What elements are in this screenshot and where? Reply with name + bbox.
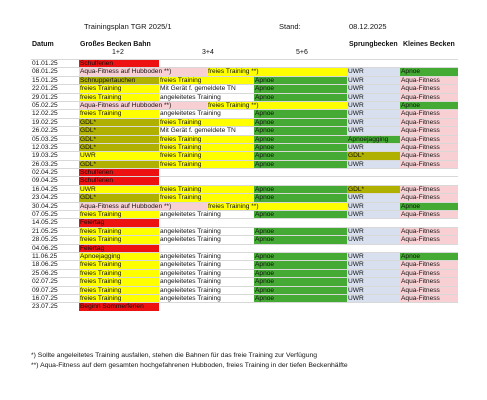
schedule-cell: UWR xyxy=(79,152,159,159)
schedule-cell: GDL* xyxy=(79,127,159,134)
schedule-cell: Schulferien xyxy=(79,177,159,184)
schedule-cell: UWR xyxy=(347,270,400,277)
schedule-cell: Apnoe xyxy=(400,68,458,75)
schedule-cell: Apnoe xyxy=(400,102,458,109)
schedule-cell: UWR xyxy=(347,295,400,302)
date-cell: 12.03.25 xyxy=(32,143,58,151)
schedule-cell: GDL* xyxy=(79,119,159,126)
schedule-cell: Apnoe xyxy=(254,295,347,302)
table-row xyxy=(31,260,458,268)
schedule-cell: Apnoe xyxy=(254,152,347,159)
schedule-cell: Aqua-Fitness xyxy=(400,144,458,151)
schedule-cell: Apnoe xyxy=(254,270,347,277)
footnote-1: *) Sollte angeleitetes Training ausfallen, stehen die Bahnen für das freie Training zur Verfügung xyxy=(31,352,318,359)
schedule-cell: Apnoe xyxy=(254,85,347,92)
schedule-cell: Aqua-Fitness xyxy=(400,77,458,84)
date-cell: 22.01.25 xyxy=(32,85,58,93)
table-row xyxy=(31,294,458,302)
schedule-cell: UWR xyxy=(347,77,400,84)
schedule-cell: Apnoejagging xyxy=(347,136,400,143)
schedule-cell: freies Training xyxy=(79,94,159,101)
table-row xyxy=(31,235,458,243)
schedule-cell xyxy=(347,245,400,252)
stand-date: 08.12.2025 xyxy=(349,22,387,31)
table-row xyxy=(31,67,458,75)
table-row xyxy=(31,118,458,126)
schedule-cell: angeleitetes Training xyxy=(159,94,254,101)
schedule-cell: Aqua-Fitness xyxy=(400,261,458,268)
schedule-cell: Apnoe xyxy=(254,261,347,268)
schedule-cell: Apnoe xyxy=(254,119,347,126)
schedule-cell: Apnoe xyxy=(254,278,347,285)
date-cell: 01.01.25 xyxy=(32,60,58,67)
date-cell: 30.04.25 xyxy=(32,202,58,210)
schedule-cell: freies Training xyxy=(79,228,159,235)
schedule-cell: Apnoe xyxy=(254,127,347,134)
schedule-cell: UWR xyxy=(347,85,400,92)
table-row xyxy=(31,227,458,235)
schedule-cell: freies Training xyxy=(159,144,254,151)
schedule-cell: GDL* xyxy=(79,144,159,151)
date-cell: 05.03.25 xyxy=(32,135,58,143)
date-cell: 29.01.25 xyxy=(32,93,58,101)
schedule-cell xyxy=(347,303,400,310)
schedule-cell: Aqua-Fitness xyxy=(400,136,458,143)
table-row xyxy=(31,185,458,193)
schedule-cell: Aqua-Fitness xyxy=(400,110,458,117)
date-cell: 28.05.25 xyxy=(32,236,58,244)
table-row xyxy=(31,84,458,92)
schedule-cell xyxy=(159,169,254,176)
schedule-cell: Mit Gerät f. gemeldete TN xyxy=(159,85,254,92)
table-row xyxy=(31,101,458,109)
schedule-cell: angeleitetes Training xyxy=(159,278,254,285)
schedule-cell: angeleitetes Training xyxy=(159,211,254,218)
schedule-cell: freies Training xyxy=(159,152,254,159)
schedule-cell: UWR xyxy=(347,68,400,75)
schedule-cell: Apnoe xyxy=(254,186,347,193)
table-row xyxy=(31,160,458,168)
table-row xyxy=(31,286,458,294)
schedule-cell: Apnoe xyxy=(254,253,347,260)
schedule-cell: Feiertag xyxy=(79,219,159,226)
date-cell: 02.07.25 xyxy=(32,278,58,286)
date-cell: 16.04.25 xyxy=(32,185,58,193)
schedule-cell: freies Training xyxy=(79,270,159,277)
footnote-2: **) Aqua-Fitness auf dem gesamten hochgefahrenen Hubboden, freies Training in der tiefen Beckenhälfte xyxy=(31,362,348,369)
schedule-cell: UWR xyxy=(347,144,400,151)
schedule-cell: angeleitetes Training xyxy=(159,270,254,277)
table-row xyxy=(31,269,458,277)
schedule-cell: GDL* xyxy=(347,152,400,159)
table-row xyxy=(31,109,458,117)
schedule-cell: Aqua-Fitness xyxy=(400,295,458,302)
schedule-cell xyxy=(400,219,458,226)
schedule-cell: UWR xyxy=(347,161,400,168)
schedule-cell: Apnoe xyxy=(254,94,347,101)
table-row xyxy=(31,176,458,184)
schedule-cell: Aqua-Fitness auf Hubboden **) xyxy=(79,68,207,75)
schedule-cell: Aqua-Fitness xyxy=(400,211,458,218)
schedule-cell: angeleitetes Training xyxy=(159,236,254,243)
table-row xyxy=(31,135,458,143)
date-cell: 21.05.25 xyxy=(32,227,58,235)
schedule-cell xyxy=(400,169,458,176)
schedule-cell: freies Training **) xyxy=(207,203,347,210)
schedule-cell: freies Training xyxy=(79,278,159,285)
schedule-cell: Aqua-Fitness xyxy=(400,119,458,126)
schedule-cell: Aqua-Fitness xyxy=(400,127,458,134)
date-cell: 09.04.25 xyxy=(32,177,58,185)
schedule-cell: UWR xyxy=(347,194,400,201)
table-row xyxy=(31,252,458,260)
schedule-cell: UWR xyxy=(347,94,400,101)
schedule-cell: UWR xyxy=(347,110,400,117)
table-row xyxy=(31,193,458,201)
schedule-cell: Apnoe xyxy=(254,110,347,117)
schedule-table xyxy=(31,59,458,311)
date-cell: 23.04.25 xyxy=(32,194,58,202)
table-row xyxy=(31,126,458,134)
schedule-cell: freies Training **) xyxy=(207,68,347,75)
schedule-cell xyxy=(400,303,458,310)
schedule-cell: freies Training xyxy=(159,161,254,168)
table-row xyxy=(31,143,458,151)
lane-header-3-4: 3+4 xyxy=(202,49,214,56)
schedule-cell: freies Training xyxy=(79,261,159,268)
schedule-cell: freies Training xyxy=(79,236,159,243)
schedule-cell: UWR xyxy=(347,211,400,218)
lane-header-1-2: 1+2 xyxy=(112,49,124,56)
schedule-cell: Apnoe xyxy=(254,211,347,218)
schedule-cell: UWR xyxy=(347,287,400,294)
table-row xyxy=(31,168,458,176)
table-row xyxy=(31,218,458,226)
schedule-cell xyxy=(254,177,347,184)
table-row xyxy=(31,302,458,310)
schedule-cell xyxy=(159,245,254,252)
column-header-sprungbecken: Sprungbecken xyxy=(349,41,398,48)
schedule-cell: UWR xyxy=(347,119,400,126)
lane-header-5-6: 5+6 xyxy=(296,49,308,56)
schedule-cell: freies Training xyxy=(79,110,159,117)
schedule-cell xyxy=(254,245,347,252)
schedule-cell xyxy=(254,60,347,67)
schedule-cell: UWR xyxy=(347,261,400,268)
schedule-cell: Apnoe xyxy=(254,228,347,235)
date-cell: 09.07.25 xyxy=(32,286,58,294)
schedule-cell: freies Training xyxy=(159,119,254,126)
schedule-cell: Aqua-Fitness xyxy=(400,194,458,201)
column-header-kleines-becken: Kleines Becken xyxy=(403,41,455,48)
schedule-cell: freies Training xyxy=(79,295,159,302)
schedule-cell: angeleitetes Training xyxy=(159,261,254,268)
schedule-cell: Aqua-Fitness auf Hubboden **) xyxy=(79,102,207,109)
schedule-cell: freies Training xyxy=(159,136,254,143)
schedule-cell: Apnoejagging xyxy=(79,253,159,260)
schedule-cell: Aqua-Fitness xyxy=(400,228,458,235)
schedule-cell: angeleitetes Training xyxy=(159,228,254,235)
schedule-cell: freies Training xyxy=(79,211,159,218)
schedule-cell: GDL* xyxy=(347,186,400,193)
date-cell: 16.07.25 xyxy=(32,294,58,302)
schedule-cell: Aqua-Fitness xyxy=(400,287,458,294)
schedule-cell: UWR xyxy=(347,236,400,243)
schedule-cell: freies Training xyxy=(159,186,254,193)
date-cell: 25.06.25 xyxy=(32,269,58,277)
date-cell: 15.01.25 xyxy=(32,76,58,84)
schedule-cell: UWR xyxy=(347,253,400,260)
schedule-cell: Apnoe xyxy=(254,161,347,168)
schedule-cell: Aqua-Fitness xyxy=(400,236,458,243)
date-cell: 08.01.25 xyxy=(32,68,58,76)
table-row xyxy=(31,210,458,218)
schedule-cell xyxy=(347,169,400,176)
schedule-cell: UWR xyxy=(347,127,400,134)
schedule-cell xyxy=(254,169,347,176)
schedule-cell xyxy=(347,219,400,226)
schedule-cell xyxy=(347,177,400,184)
schedule-cell: UWR xyxy=(347,102,400,109)
schedule-cell xyxy=(159,303,254,310)
schedule-cell: Apnoe xyxy=(254,77,347,84)
table-row xyxy=(31,76,458,84)
schedule-cell: Schnuppertauchen xyxy=(79,77,159,84)
column-header-datum: Datum xyxy=(32,41,54,48)
date-cell: 02.04.25 xyxy=(32,169,58,177)
schedule-cell: Aqua-Fitness xyxy=(400,161,458,168)
schedule-cell: angeleitetes Training xyxy=(159,110,254,117)
schedule-cell: UWR xyxy=(347,228,400,235)
schedule-cell: UWR xyxy=(347,203,400,210)
schedule-cell: Aqua-Fitness xyxy=(400,152,458,159)
schedule-cell: Apnoe xyxy=(400,203,458,210)
date-cell: 26.02.25 xyxy=(32,127,58,135)
table-row xyxy=(31,59,458,67)
schedule-cell: freies Training **) xyxy=(207,102,347,109)
date-cell: 07.05.25 xyxy=(32,211,58,219)
schedule-cell: Aqua-Fitness xyxy=(400,85,458,92)
date-cell: 05.02.25 xyxy=(32,101,58,109)
schedule-cell: Apnoe xyxy=(254,136,347,143)
table-row xyxy=(31,277,458,285)
stand-label: Stand: xyxy=(279,22,301,31)
schedule-cell: UWR xyxy=(347,278,400,285)
schedule-cell xyxy=(159,219,254,226)
schedule-cell: Mit Gerät f. gemeldete TN xyxy=(159,127,254,134)
date-cell: 04.06.25 xyxy=(32,244,58,252)
date-cell: 19.03.25 xyxy=(32,152,58,160)
schedule-cell xyxy=(400,177,458,184)
schedule-cell xyxy=(347,60,400,67)
schedule-cell: Aqua-Fitness auf Hubboden **) xyxy=(79,203,207,210)
schedule-cell: freies Training xyxy=(159,194,254,201)
schedule-cell: Schulferien xyxy=(79,169,159,176)
date-cell: 18.06.25 xyxy=(32,261,58,269)
date-cell: 11.06.25 xyxy=(32,252,58,260)
date-cell: 19.02.25 xyxy=(32,118,58,126)
column-header-grosses-becken: Großes Becken Bahn xyxy=(80,41,151,48)
schedule-cell xyxy=(400,60,458,67)
schedule-cell: Aqua-Fitness xyxy=(400,186,458,193)
schedule-cell: Schulferien xyxy=(79,60,159,67)
schedule-cell xyxy=(159,60,254,67)
date-cell: 26.03.25 xyxy=(32,160,58,168)
schedule-cell: GDL* xyxy=(79,194,159,201)
schedule-cell: GDL* xyxy=(79,136,159,143)
schedule-cell: Feiertag xyxy=(79,245,159,252)
schedule-cell: GDL* xyxy=(79,161,159,168)
schedule-cell: Beginn Sommerferien xyxy=(79,303,159,310)
schedule-cell: Aqua-Fitness xyxy=(400,94,458,101)
schedule-cell xyxy=(400,245,458,252)
schedule-cell: UWR xyxy=(79,186,159,193)
table-row xyxy=(31,202,458,210)
schedule-cell: Apnoe xyxy=(400,253,458,260)
date-cell: 14.05.25 xyxy=(32,219,58,227)
schedule-cell xyxy=(159,177,254,184)
schedule-cell: angeleitetes Training xyxy=(159,253,254,260)
schedule-cell: freies Training xyxy=(79,287,159,294)
table-row xyxy=(31,93,458,101)
date-cell: 23.07.25 xyxy=(32,303,58,311)
schedule-cell: angeleitetes Training xyxy=(159,287,254,294)
schedule-cell: freies Training xyxy=(79,85,159,92)
table-row xyxy=(31,151,458,159)
schedule-cell: Apnoe xyxy=(254,144,347,151)
schedule-cell: Apnoe xyxy=(254,236,347,243)
schedule-cell: Apnoe xyxy=(254,287,347,294)
schedule-cell: angeleitetes Training xyxy=(159,295,254,302)
page-title: Trainingsplan TGR 2025/1 xyxy=(84,22,172,31)
schedule-cell: Apnoe xyxy=(254,194,347,201)
date-cell: 12.02.25 xyxy=(32,110,58,118)
table-row xyxy=(31,244,458,252)
schedule-cell: Aqua-Fitness xyxy=(400,270,458,277)
schedule-cell xyxy=(254,219,347,226)
schedule-cell: Aqua-Fitness xyxy=(400,278,458,285)
schedule-cell xyxy=(254,303,347,310)
schedule-cell: freies Training xyxy=(159,77,254,84)
